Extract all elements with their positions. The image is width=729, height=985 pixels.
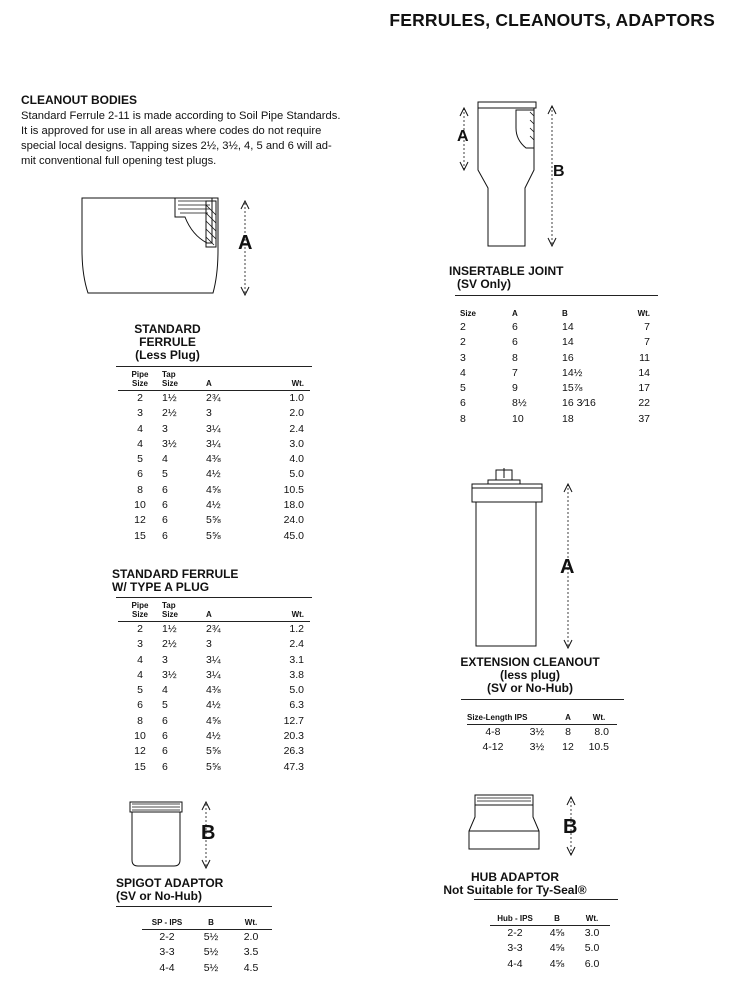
table-cell: 10 [512, 412, 524, 425]
table-row [467, 740, 617, 755]
col-hub-ips: Hub - IPS [490, 914, 540, 926]
table-cell: 17 [638, 382, 650, 395]
insertable-table [460, 309, 650, 427]
table-row [118, 406, 310, 421]
title-line: W/ TYPE A PLUG [112, 580, 210, 594]
col-size-length: Size-Length IPS [467, 713, 555, 725]
table-cell: 16 [562, 351, 574, 364]
table-cell: 5½ [203, 961, 219, 974]
table-cell: 3 [460, 351, 466, 364]
table-cell: 8 [137, 483, 143, 496]
table-cell: 5.0 [289, 684, 304, 697]
table-cell: 6 [137, 699, 143, 712]
table-row [118, 653, 310, 668]
table-cell: 3-3 [507, 942, 523, 955]
table-cell: 12 [134, 514, 146, 527]
table-cell: 4⅜ [206, 684, 221, 697]
table-row [142, 961, 272, 976]
table-cell: 4½ [206, 499, 221, 512]
table-cell: 8 [137, 714, 143, 727]
title-line: (SV or No-Hub) [487, 681, 573, 695]
table-cell: 2¾ [206, 623, 221, 635]
table-cell: 11 [639, 351, 650, 364]
table-cell: 12 [562, 741, 574, 754]
table-cell: 2-2 [159, 931, 175, 943]
table-cell: 3-3 [159, 946, 175, 959]
table-cell: 1½ [162, 392, 177, 404]
table-cell: 4½ [206, 699, 221, 712]
table-cell: 3½ [529, 741, 545, 754]
table-cell: 4½ [206, 730, 221, 743]
table-cell: 10 [134, 730, 146, 743]
col-a: A [206, 370, 254, 391]
cleanout-dim-a: A [238, 232, 253, 254]
table-cell: 6 [162, 499, 168, 512]
table-cell: 26.3 [283, 745, 304, 758]
table-cell: 5⅝ [206, 514, 221, 527]
title-line: STANDARD [134, 322, 201, 336]
table-cell: 3.5 [243, 946, 259, 959]
table-cell: 6 [512, 321, 518, 333]
table-cell: 6.0 [584, 957, 600, 970]
table-cell: 10.5 [588, 741, 609, 754]
table-cell: 6.3 [289, 699, 304, 712]
table-row [118, 622, 310, 638]
title-line: Not Suitable for Ty-Seal® [443, 883, 587, 897]
table-cell: 2¾ [206, 392, 221, 404]
table-cell: 5 [460, 382, 466, 395]
table-cell: 3.0 [584, 927, 600, 939]
table-cell: 5.0 [289, 468, 304, 481]
table-cell: 4 [162, 684, 168, 697]
table-row [460, 381, 650, 396]
title-line: (less plug) [499, 668, 560, 682]
table-cell: 10.5 [283, 483, 304, 496]
table-row [460, 351, 650, 366]
table-row [467, 725, 617, 741]
table-row [118, 467, 310, 482]
table-cell: 3½ [162, 437, 177, 450]
extension-table [467, 713, 617, 756]
divider [116, 366, 312, 367]
table-cell: 6 [162, 529, 168, 542]
col-sp-ips: SP - IPS [142, 918, 192, 930]
extension-dim-a: A [560, 556, 575, 578]
table-cell: 6 [162, 760, 168, 773]
table-cell: 3¼ [206, 653, 221, 666]
table-cell: 15 [134, 760, 146, 773]
table-cell: 2 [137, 623, 143, 635]
table-cell: 47.3 [283, 760, 304, 773]
table-cell: 3 [137, 407, 143, 420]
table-cell: 1.0 [289, 392, 304, 404]
table-cell: 18.0 [283, 499, 304, 512]
title-line: FERRULE [139, 335, 196, 349]
table-cell: 4½ [206, 468, 221, 481]
hub-title [420, 871, 610, 897]
table-row [490, 941, 610, 956]
col-b: B [562, 309, 568, 318]
table-cell: 45.0 [283, 529, 304, 542]
table-row [118, 744, 310, 759]
title-line: SPIGOT ADAPTOR [116, 876, 224, 890]
table-cell: 8 [512, 351, 518, 364]
table-cell: 15⅞ [562, 382, 583, 395]
table-cell: 5 [162, 699, 168, 712]
cleanout-heading: CLEANOUT BODIES [21, 93, 138, 107]
table-cell: 5 [162, 468, 168, 481]
table-cell: 5½ [203, 946, 219, 959]
table-cell: 5.0 [584, 942, 600, 955]
ferrule-plug-table [118, 601, 310, 775]
table-cell: 5 [137, 453, 143, 466]
table-cell: 3.0 [289, 437, 304, 450]
table-cell: 4-8 [485, 726, 501, 738]
title-line: INSERTABLE JOINT [449, 264, 564, 278]
table-row [142, 945, 272, 960]
hub-table [490, 914, 610, 972]
table-cell: 4-4 [507, 957, 523, 970]
table-row [118, 729, 310, 744]
table-row [460, 396, 650, 411]
table-row [118, 698, 310, 713]
table-cell: 8.0 [594, 726, 609, 738]
table-cell: 6 [512, 336, 518, 349]
table-cell: 4-12 [482, 741, 504, 754]
table-row [142, 930, 272, 946]
table-cell: 4⅜ [206, 453, 221, 466]
table-cell: 4 [137, 422, 143, 435]
table-cell: 4 [137, 437, 143, 450]
table-cell: 6 [137, 468, 143, 481]
table-cell: 3 [162, 422, 168, 435]
table-cell: 3¼ [206, 422, 221, 435]
table-cell: 4⅝ [206, 714, 221, 727]
col-wt: Wt. [254, 601, 310, 622]
table-cell: 6 [162, 483, 168, 496]
table-cell: 6 [162, 514, 168, 527]
title-line: STANDARD FERRULE [112, 567, 239, 581]
table-cell: 3¼ [206, 437, 221, 450]
table-row [460, 366, 650, 381]
spigot-dim-b: B [201, 822, 216, 844]
col-wt: Wt. [637, 309, 650, 318]
col-b: B [540, 914, 574, 926]
insertable-title [449, 265, 563, 291]
table-cell: 3.1 [289, 653, 304, 666]
table-cell: 24.0 [283, 514, 304, 527]
title-line: EXTENSION CLEANOUT [460, 655, 600, 669]
table-cell: 9 [512, 382, 518, 395]
col-pipe-size: Pipe Size [118, 601, 162, 622]
table-row [490, 926, 610, 942]
table-row [118, 391, 310, 407]
table-cell: 6 [460, 397, 466, 410]
table-cell: 2.4 [289, 422, 304, 435]
table-cell: 1.2 [289, 623, 304, 635]
title-line: (SV Only) [457, 277, 512, 291]
table-row [118, 422, 310, 437]
table-cell: 2 [137, 392, 143, 404]
col-wt: Wt. [254, 370, 310, 391]
table-cell: 2 [460, 321, 466, 333]
page-title: FERRULES, CLEANOUTS, ADAPTORS [389, 10, 715, 30]
spigot-title [116, 877, 223, 903]
title-line: (Less Plug) [135, 348, 200, 362]
table-cell: 4 [137, 668, 143, 681]
table-cell: 4.0 [289, 453, 304, 466]
col-tap-size: Tap Size [162, 370, 206, 391]
table-row [460, 320, 650, 335]
table-cell: 2.4 [289, 638, 304, 651]
table-cell: 12 [134, 745, 146, 758]
table-cell: 8 [565, 726, 571, 738]
table-cell: 37 [638, 412, 650, 425]
table-cell: 4⅝ [549, 927, 565, 939]
table-cell: 4⅝ [549, 942, 565, 955]
table-cell: 4 [460, 366, 466, 379]
cleanout-line: It is approved for use in all areas where codes do not require [21, 125, 322, 137]
table-cell: 14 [562, 321, 574, 333]
col-wt: Wt. [574, 914, 610, 926]
table-row [118, 760, 310, 775]
table-row [118, 714, 310, 729]
divider [461, 699, 624, 700]
table-cell: 4-4 [159, 961, 175, 974]
standard-ferrule-title [120, 323, 215, 362]
insertable-dim-a: A [457, 128, 469, 145]
spigot-table [142, 918, 272, 976]
table-cell: 3.8 [289, 668, 304, 681]
insertable-dim-b: B [553, 163, 565, 180]
table-cell: 18 [562, 412, 574, 425]
table-row [118, 529, 310, 544]
table-cell: 5⅝ [206, 529, 221, 542]
col-a: A [206, 601, 254, 622]
cleanout-line: Standard Ferrule 2-11 is made according to Soil Pipe Standards. [21, 110, 341, 122]
col-a: A [512, 309, 518, 318]
standard-ferrule-table [118, 370, 310, 544]
table-cell: 7 [644, 336, 650, 349]
table-row [118, 483, 310, 498]
col-size: Size [460, 309, 477, 318]
table-cell: 2½ [162, 638, 177, 651]
table-cell: 3 [206, 638, 212, 651]
extension-title [440, 656, 620, 695]
col-a: A [555, 713, 581, 725]
table-cell: 3¼ [206, 668, 221, 681]
table-cell: 7 [644, 321, 650, 333]
divider [116, 597, 312, 598]
table-cell: 14 [562, 336, 574, 349]
table-cell: 8½ [512, 397, 527, 410]
table-cell: 2 [460, 336, 466, 349]
title-line: HUB ADAPTOR [470, 870, 559, 884]
col-wt: Wt. [230, 918, 272, 930]
table-cell: 8 [460, 412, 466, 425]
table-cell: 14½ [562, 366, 583, 379]
title-line: (SV or No-Hub) [116, 889, 202, 903]
table-row [118, 437, 310, 452]
table-cell: 6 [162, 745, 168, 758]
col-tap-size: Tap Size [162, 601, 206, 622]
table-cell: 14 [638, 366, 650, 379]
col-b: B [192, 918, 230, 930]
table-cell: 3½ [162, 668, 177, 681]
table-cell: 10 [134, 499, 146, 512]
col-wt: Wt. [581, 713, 617, 725]
table-cell: 5⅝ [206, 745, 221, 758]
table-cell: 3½ [529, 726, 545, 738]
table-cell: 20.3 [283, 730, 304, 743]
table-cell: 4 [137, 653, 143, 666]
table-cell: 2-2 [507, 927, 523, 939]
table-cell: 5 [137, 684, 143, 697]
table-row [118, 683, 310, 698]
table-row [118, 452, 310, 467]
cleanout-description [21, 109, 401, 169]
table-cell: 5⅝ [206, 760, 221, 773]
table-cell: 3 [206, 407, 212, 420]
table-row [118, 668, 310, 683]
table-row [460, 412, 650, 427]
cleanout-line: special local designs. Tapping sizes 2½, 3½, 4, 5 and 6 will ad- [21, 140, 332, 152]
table-cell: 3 [162, 653, 168, 666]
table-cell: 4⅝ [206, 483, 221, 496]
table-cell: 15 [134, 529, 146, 542]
table-cell: 4⅝ [549, 957, 565, 970]
ferrule-plug-title [112, 568, 238, 594]
table-cell: 2.0 [243, 931, 259, 943]
divider [474, 899, 618, 900]
table-cell: 22 [638, 397, 650, 410]
table-cell: 2½ [162, 407, 177, 420]
table-cell: 3 [137, 638, 143, 651]
table-cell: 1½ [162, 623, 177, 635]
table-row [460, 335, 650, 350]
table-cell: 5½ [203, 931, 219, 943]
divider [116, 906, 272, 907]
table-cell: 6 [162, 730, 168, 743]
divider [455, 295, 658, 296]
cleanout-line: mit conventional full opening test plugs. [21, 155, 217, 167]
table-row [118, 637, 310, 652]
table-row [118, 498, 310, 513]
table-cell: 7 [512, 366, 518, 379]
table-cell: 6 [162, 714, 168, 727]
col-pipe-size: Pipe Size [118, 370, 162, 391]
table-cell: 4 [162, 453, 168, 466]
table-cell: 16 3⁄16 [562, 397, 596, 410]
table-cell: 2.0 [289, 407, 304, 420]
hub-dim-b: B [563, 816, 578, 838]
table-cell: 4.5 [243, 961, 259, 974]
table-row [118, 513, 310, 528]
table-cell: 12.7 [283, 714, 304, 727]
table-row [490, 957, 610, 972]
